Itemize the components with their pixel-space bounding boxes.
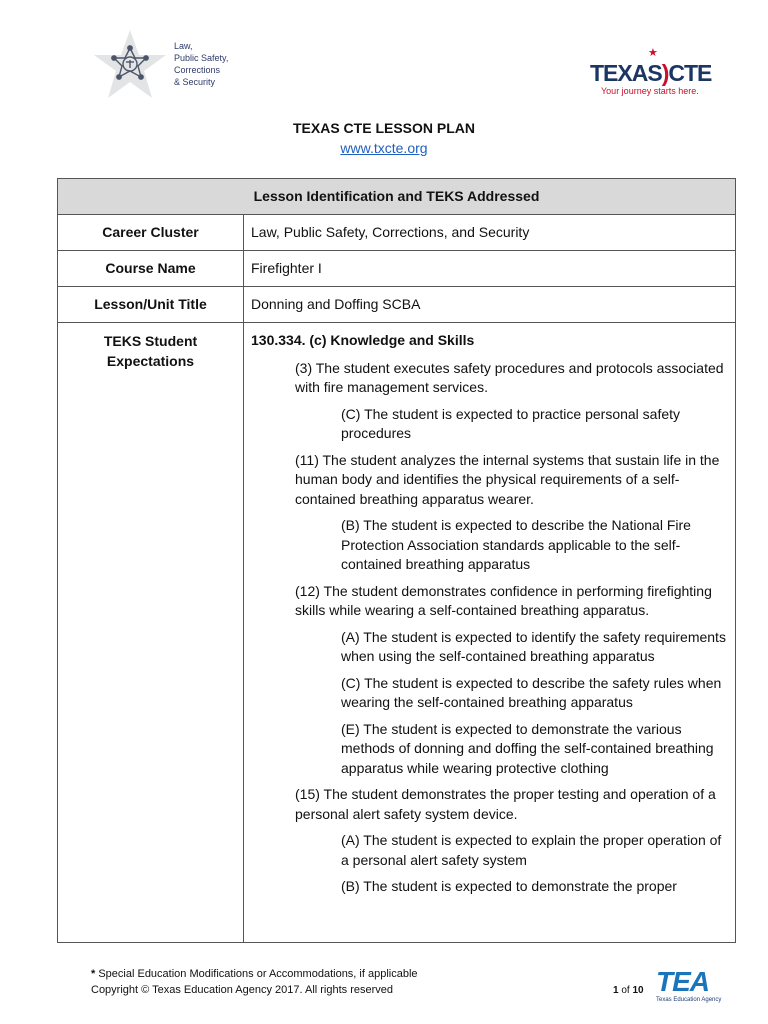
lesson-identification-table [57,178,736,943]
teks-label: TEKS Student Expectations [58,323,244,943]
table-row [58,215,736,251]
footnote-text: Special Education Modifications or Accommodations, if applicable [98,968,418,980]
copyright-text: Copyright © Texas Education Agency 2017. All rights reserved [91,984,394,996]
logo-tagline: Your journey starts here. [601,86,699,96]
teks-expectation: (A) The student is expected to identify the safety requirements when using the self-contained breathing apparatus [341,628,726,664]
table-row [58,323,736,943]
row-label: Lesson/Unit Title [58,287,244,323]
teks-standard: (12) The student demonstrates confidence in performing firefighting skills while wearing a self-contained breathing apparatus. [295,582,712,618]
logo-text-line: & Security [174,77,216,87]
teks-heading: 130.334. (c) Knowledge and Skills [251,332,475,348]
footnote-star: * [91,968,96,980]
teks-expectation: (A) The student is expected to explain the proper operation of a personal alert safety system [341,832,722,868]
teks-expectation: (C) The student is expected to practice personal safety procedures [341,405,681,441]
page-total: 10 [632,985,644,996]
row-label: Career Cluster [58,215,244,251]
logo-text-line: Public Safety, [174,53,229,63]
star-badge-icon [92,28,172,104]
teks-standard: (15) The student demonstrates the proper testing and operation of a personal alert safety system device. [295,786,716,822]
texas-cte-logo [590,47,712,98]
page-title: TEXAS CTE LESSON PLAN [292,120,476,136]
table-heading: Lesson Identification and TEKS Addressed [58,179,736,215]
table-row [58,287,736,323]
teks-expectation: (B) The student is expected to describe the National Fire Protection Association standards applicable to the self-contained breathing apparatus [341,517,691,572]
logo-brand-texas: TEXAS [590,60,662,86]
footer-notes [91,966,418,998]
page-of: of [621,985,630,996]
page-number [613,985,644,996]
row-value: Firefighter I [244,251,736,287]
teks-content [244,323,736,943]
law-public-safety-logo [92,28,242,104]
teks-expectation: (C) The student is expected to describe the safety rules when wearing the self-contained breathing apparatus [341,674,722,710]
website-link[interactable]: www.txcte.org [340,140,428,156]
page-current: 1 [613,985,619,996]
teks-standard: (11) The student analyzes the internal systems that sustain life in the human body and identifies the physical requirements of a self-contained breathing apparatus wearer. [295,451,720,507]
row-label: Course Name [58,251,244,287]
tea-logo [656,966,722,1006]
logo-text-line: Law, [174,41,193,51]
logo-text-line: Corrections [174,65,221,75]
star-icon: ★ [648,47,658,59]
teks-expectation: (E) The student is expected to demonstrate the various methods of donning and doffing the self-contained breathing apparatus while wearing protective clothing [341,720,714,776]
tea-name: Texas Education Agency [656,997,722,1003]
teks-standard: (3) The student executes safety procedures and protocols associated with fire management services. [295,359,724,395]
tea-logo-text: TEA [656,966,709,997]
logo-swoosh-icon: ) [661,60,669,86]
logo-brand-cte: CTE [668,60,712,86]
table-row [58,251,736,287]
row-value: Donning and Doffing SCBA [244,287,736,323]
teks-expectation: (B) The student is expected to demonstrate the proper [341,878,677,894]
row-value: Law, Public Safety, Corrections, and Security [244,215,736,251]
